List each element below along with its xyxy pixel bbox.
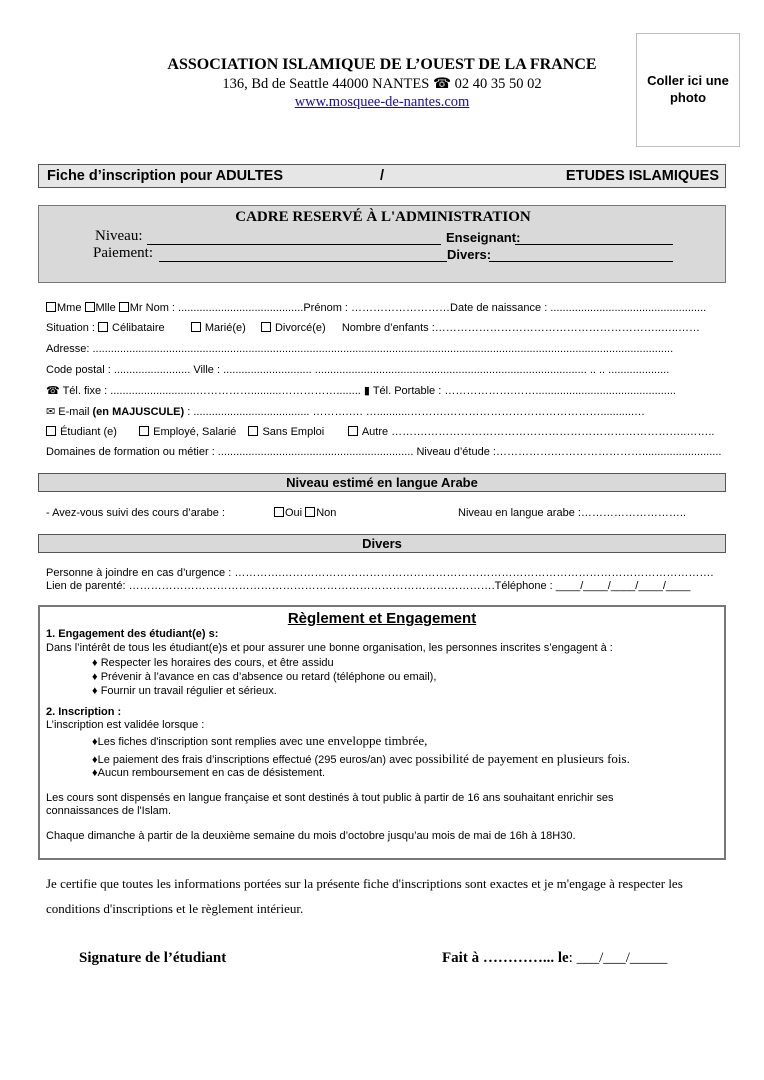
org-phone: 02 40 35 50 02 xyxy=(454,76,542,92)
email-label-bold: (en MAJUSCULE) xyxy=(92,406,185,418)
engagement-item-3 xyxy=(92,685,277,697)
reglement-box xyxy=(38,605,726,860)
bullet-icon: ♦ xyxy=(92,657,98,669)
admin-paiement-field[interactable] xyxy=(159,261,447,262)
admin-enseignant-field[interactable] xyxy=(515,244,673,245)
bullet-icon: ♦ xyxy=(92,767,98,779)
inscription-item-1-serif: une enveloppe timbrée, xyxy=(305,733,428,748)
adresse-field[interactable]: Adresse: .............................................................................................................................................................................................. xyxy=(46,343,674,355)
certification-line-2: conditions d'inscriptions et le règlement intérieur. xyxy=(46,901,304,916)
inscription-item-1 xyxy=(92,733,427,749)
inscription-item-2 xyxy=(92,751,630,767)
checkbox-mme[interactable] xyxy=(46,302,56,312)
bullet-icon: ♦ xyxy=(92,754,98,766)
admin-enseignant-label: Enseignant: xyxy=(446,230,521,245)
email-icon: ✉ xyxy=(46,406,56,418)
org-address-line xyxy=(110,76,654,93)
date-field[interactable]: : ___/___/_____ xyxy=(568,950,668,966)
form-title-left: Fiche d’inscription pour ADULTES xyxy=(47,168,284,184)
phone-icon: ☎ xyxy=(432,76,452,92)
form-title-right: ETUDES ISLAMIQUES xyxy=(565,168,719,184)
engagement-item-2-text: Prévenir à l’avance en cas d’absence ou retard (téléphone ou email), xyxy=(100,671,437,683)
engagement-item-2 xyxy=(92,671,436,683)
fait-a-label: Fait à …………... le xyxy=(442,950,569,966)
checkbox-marie[interactable] xyxy=(191,322,201,332)
inscription-intro: L’inscription est validée lorsque : xyxy=(46,719,205,731)
status-row xyxy=(46,426,714,438)
org-address: 136, Bd de Seattle 44000 NANTES xyxy=(222,76,430,92)
checkbox-oui[interactable] xyxy=(274,507,284,517)
label-divorce: Divorcé(e) xyxy=(274,322,326,334)
email-field[interactable]: : ...................................... ……….…. …...........……….……………………………………...........… xyxy=(184,406,646,418)
autre-field[interactable]: Autre ……….……………………………………………………………..…….. xyxy=(361,426,715,438)
org-website-line xyxy=(110,94,654,111)
formation-niveau-field[interactable]: Domaines de formation ou métier : ................................................................ Niveau d’étude :…………….…………………….......................... xyxy=(46,446,722,458)
situation-row xyxy=(46,322,700,334)
certification-line-1: Je certifie que toutes les informations portées sur la présente fiche d'inscriptions sont exactes et je m'engage à respecter les xyxy=(46,876,683,891)
admin-section xyxy=(38,205,726,283)
inscription-item-3-text: Aucun remboursement en cas de désistement. xyxy=(97,767,326,779)
checkbox-mr[interactable] xyxy=(119,302,129,312)
checkbox-employe[interactable] xyxy=(139,426,149,436)
section-divers: Divers xyxy=(38,534,726,553)
enfants-field[interactable]: Nombre d’enfants :……………………………………………………..…..…… xyxy=(341,322,700,334)
label-mme: Mme xyxy=(57,302,82,314)
bullet-icon: ♦ xyxy=(92,671,98,683)
checkbox-autre[interactable] xyxy=(348,426,358,436)
phone-icon: ☎ xyxy=(46,385,60,397)
bullet-icon: ♦ xyxy=(92,736,98,748)
admin-divers-label: Divers: xyxy=(447,247,492,262)
inscription-item-3 xyxy=(92,767,325,779)
checkbox-etudiant[interactable] xyxy=(46,426,56,436)
section-niveau-arabe: Niveau estimé en langue Arabe xyxy=(38,473,726,492)
civility-row xyxy=(46,302,706,314)
cours-info-line-1: Les cours sont dispensés en langue française et sont destinés à tout public à partir de 16 ans souhaitant enrichir ses xyxy=(46,792,614,804)
codepostal-ville-field[interactable]: Code postal : ......................... Ville : ............................. ......................................................................................... .. .. .................... xyxy=(46,364,670,376)
fait-a-date xyxy=(442,950,667,967)
arabe-question: - Avez-vous suivi des cours d’arabe : xyxy=(46,507,225,519)
situation-label: Situation : xyxy=(46,322,95,334)
reglement-title: Règlement et Engagement xyxy=(287,610,477,627)
urgence-field[interactable]: Personne à joindre en cas d’urgence : ………….………………………………………………………………………………………………………. xyxy=(46,567,714,579)
inscription-item-2-serif: possibilité de payement en plusieurs fois. xyxy=(415,751,630,766)
email-label: E-mail xyxy=(58,406,93,418)
org-website-link[interactable]: www.mosquee-de-nantes.com xyxy=(294,94,470,110)
admin-title: CADRE RESERVÉ À L'ADMINISTRATION xyxy=(235,209,531,225)
horaires-info: Chaque dimanche à partir de la deuxième semaine du mois d’octobre jusqu’au mois de mai de 16h à 18H30. xyxy=(46,830,576,842)
inscription-item-2-text: Le paiement des frais d’inscriptions effectué (295 euros/an) avec xyxy=(97,754,416,766)
signature-label: Signature de l’étudiant xyxy=(79,950,227,966)
form-title-bar xyxy=(38,164,726,188)
checkbox-mlle[interactable] xyxy=(85,302,95,312)
nom-field[interactable]: Nom : ......................................... xyxy=(145,302,304,314)
tel-fixe-field[interactable]: Tél. fixe : ............................……………..........……………........ xyxy=(62,385,361,397)
cours-info-line-2: connaissances de l'Islam. xyxy=(46,805,171,817)
engagement-item-3-text: Fournir un travail régulier et sérieux. xyxy=(100,685,277,697)
admin-divers-field[interactable] xyxy=(489,261,673,262)
label-marie: Marié(e) xyxy=(204,322,246,334)
checkbox-non[interactable] xyxy=(305,507,315,517)
label-oui: Oui xyxy=(285,507,303,519)
label-mr: Mr xyxy=(129,302,143,314)
label-celibataire: Célibataire xyxy=(112,322,165,334)
engagement-item-1 xyxy=(92,657,334,669)
checkbox-celibataire[interactable] xyxy=(98,322,108,332)
form-title-separator: / xyxy=(380,168,385,184)
prenom-dob-field[interactable]: Prénom : ………………………Date de naissance : ................................................... xyxy=(303,302,707,314)
email-row xyxy=(46,405,645,418)
photo-box[interactable]: Coller ici une photo xyxy=(636,33,740,147)
org-name: ASSOCIATION ISLAMIQUE DE L’OUEST DE LA FRANCE xyxy=(167,56,597,73)
admin-niveau-field[interactable] xyxy=(147,244,441,245)
bullet-icon: ♦ xyxy=(92,685,98,697)
label-etudiant: Étudiant (e) xyxy=(60,426,117,438)
label-sans-emploi: Sans Emploi xyxy=(262,426,325,438)
label-employe: Employé, Salarié xyxy=(153,426,237,438)
admin-paiement-label: Paiement: xyxy=(93,245,153,261)
checkbox-divorce[interactable] xyxy=(261,322,271,332)
engagement-item-1-text: Respecter les horaires des cours, et être assidu xyxy=(100,657,334,669)
checkbox-sans-emploi[interactable] xyxy=(248,426,258,436)
tel-portable-field[interactable]: Tél. Portable : ……………….…….............................................. xyxy=(372,385,676,397)
arabe-oui-non xyxy=(274,507,336,519)
inscription-heading: 2. Inscription : xyxy=(46,706,122,718)
telephone-row xyxy=(46,384,676,397)
mobile-icon: ▮ xyxy=(363,385,370,397)
engagement-heading: 1. Engagement des étudiant(e) s: xyxy=(46,628,219,640)
engagement-intro: Dans l’intérêt de tous les étudiant(e)s et pour assurer une bonne organisation, les personnes inscrites s’engagent à : xyxy=(46,642,613,654)
admin-niveau-label: Niveau: xyxy=(95,228,143,244)
label-mlle: Mlle xyxy=(95,302,116,314)
lien-telephone-field[interactable]: Lien de parenté: ……………………………………………………………………………………….Téléphone : ____/____/____/____/____ xyxy=(46,580,691,592)
label-non: Non xyxy=(316,507,337,519)
inscription-item-1-text: Les fiches d'inscription sont remplies avec xyxy=(97,736,306,748)
niveau-arabe-field[interactable]: Niveau en langue arabe :……………………….. xyxy=(458,507,687,519)
